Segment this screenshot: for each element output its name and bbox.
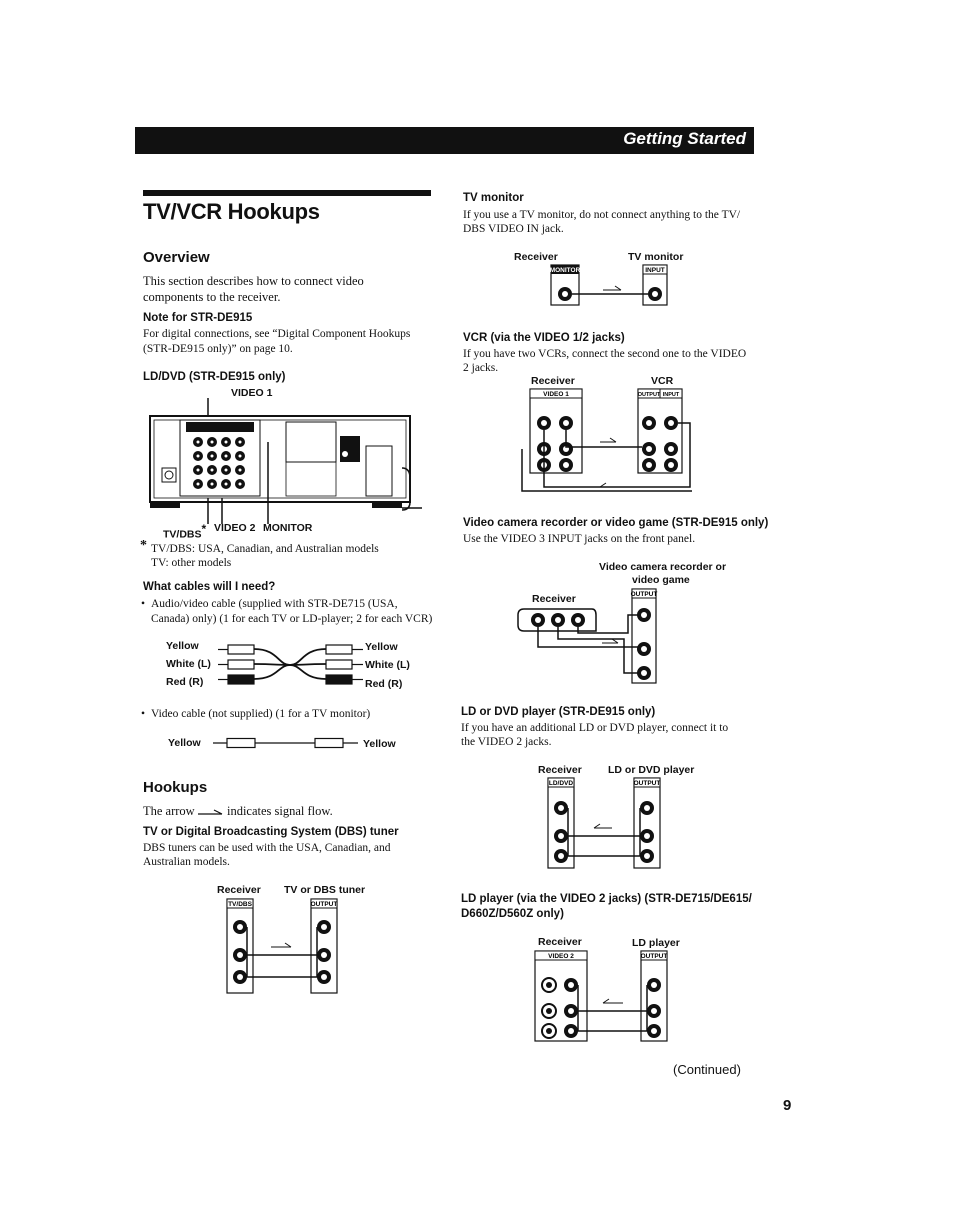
camera-receiver-label: Receiver	[532, 593, 576, 605]
tv-monitor-receiver-label: Receiver	[514, 251, 558, 263]
cable-left-red: Red (R)	[166, 676, 204, 688]
ld-dvd-connection-diagram	[546, 776, 666, 872]
camera-device-label-2: video game	[632, 574, 690, 586]
ld-dvd-receiver-label: Receiver	[538, 764, 582, 776]
tv-monitor-line-2: DBS VIDEO IN jack.	[463, 223, 564, 235]
section-title: Getting Started	[623, 129, 746, 148]
tv-dbs-recv-box-label: TV/DBS	[228, 901, 252, 908]
vcr-device-label: VCR	[651, 375, 674, 387]
cable-left-yellow: Yellow	[166, 640, 199, 652]
footnote-mark: *	[140, 538, 147, 553]
ld-player-device-label: LD player	[632, 937, 680, 949]
ld-dvd-line-2: the VIDEO 2 jacks.	[461, 736, 552, 748]
ld-player-dev-box-label: OUTPUT	[640, 953, 668, 960]
ld-dvd-recv-box-label: LD/DVD	[548, 780, 574, 787]
hookups-heading: Hookups	[143, 779, 208, 796]
footnote-line-2: TV: other models	[151, 557, 232, 569]
tv-monitor-device-label: TV monitor	[628, 251, 684, 263]
tv-monitor-line-1: If you use a TV monitor, do not connect anything to the TV/	[463, 209, 741, 221]
vcr-receiver-label: Receiver	[531, 375, 575, 387]
tv-dbs-heading: TV or Digital Broadcasting System (DBS) tuner	[143, 826, 399, 838]
camera-connection-diagram	[484, 587, 684, 687]
tv-dbs-line-1: DBS tuners can be used with the USA, Canadian, and	[143, 842, 391, 854]
page-number: 9	[783, 1097, 792, 1114]
video-cable-illustration	[213, 737, 358, 749]
rear-panel-diagram	[140, 398, 420, 528]
tv-monitor-connection-diagram	[549, 263, 669, 309]
ld-player-recv-box-label: VIDEO 2	[548, 953, 574, 960]
note-line-2: (STR-DE915 only)” on page 10.	[143, 343, 293, 355]
rear-panel-heading: LD/DVD (STR-DE915 only)	[143, 371, 286, 383]
arrow-note	[143, 803, 333, 819]
ld-player-heading-2: D660Z/D560Z only)	[461, 908, 564, 920]
cable-right-white: White (L)	[365, 659, 410, 671]
tv-dbs-line-2: Australian models.	[143, 856, 230, 868]
signal-arrow-icon	[198, 808, 224, 816]
vcr-line-1: If you have two VCRs, connect the second one to the VIDEO	[463, 348, 747, 360]
cable-right-yellow: Yellow	[365, 641, 398, 653]
vcr-out-box-label: OUTPUT	[637, 392, 661, 398]
av-cable-illustration	[218, 643, 363, 689]
video-cable-left-yellow: Yellow	[168, 737, 201, 749]
monitor-label: MONITOR	[263, 522, 313, 534]
video2-label: VIDEO 2	[214, 522, 256, 534]
ld-dvd-dev-box-label: OUTPUT	[633, 780, 661, 787]
camera-heading: Video camera recorder or video game (STR-DE915 only)	[463, 517, 769, 529]
av-cable-line-1: Audio/video cable (supplied with STR-DE715 (USA,	[151, 598, 398, 610]
cables-heading: What cables will I need?	[143, 581, 276, 593]
av-bullet: •	[141, 598, 146, 610]
camera-device-label-1: Video camera recorder or	[599, 561, 727, 573]
video-cable-bullet: •	[141, 708, 146, 720]
camera-line-1: Use the VIDEO 3 INPUT jacks on the front panel.	[463, 533, 696, 545]
vcr-heading: VCR (via the VIDEO 1/2 jacks)	[463, 332, 625, 344]
av-cable-line-2: Canada) only) (1 for each TV or LD-player; 2 for each VCR)	[151, 613, 433, 625]
camera-dev-box-label: OUTPUT	[630, 591, 658, 598]
tvdbs-text: TV/DBS	[163, 528, 202, 541]
tv-dbs-connection-diagram	[225, 897, 355, 997]
ld-player-receiver-label: Receiver	[538, 936, 582, 948]
tv-dbs-receiver-label: Receiver	[217, 884, 261, 896]
title-rule	[143, 190, 431, 196]
tvdbs-label	[163, 522, 206, 541]
tv-monitor-recv-box-label: MONITOR	[549, 267, 581, 274]
video-cable-right-yellow: Yellow	[363, 738, 396, 750]
section-header-band	[135, 127, 754, 154]
overview-intro-2: components to the receiver.	[143, 290, 281, 304]
tv-monitor-heading: TV monitor	[463, 192, 524, 204]
footnote-line-1: TV/DBS: USA, Canadian, and Australian models	[151, 543, 379, 555]
cable-right-red: Red (R)	[365, 678, 403, 690]
tv-monitor-dev-box-label: INPUT	[645, 267, 665, 274]
ld-player-heading-1: LD player (via the VIDEO 2 jacks) (STR-DE715/DE615/	[461, 893, 752, 905]
arrow-note-pre: The arrow	[143, 804, 195, 818]
vcr-connection-diagram	[520, 387, 695, 495]
ld-dvd-heading: LD or DVD player (STR-DE915 only)	[461, 706, 656, 718]
tv-dbs-dev-box-label: OUTPUT	[310, 901, 338, 908]
video1-label: VIDEO 1	[231, 387, 273, 399]
video-cable-text: Video cable (not supplied) (1 for a TV monitor)	[151, 708, 371, 720]
vcr-recv-box-label: VIDEO 1	[543, 391, 569, 398]
overview-intro-1: This section describes how to connect video	[143, 274, 364, 288]
arrow-note-post: indicates signal flow.	[226, 804, 333, 818]
ld-player-connection-diagram	[531, 949, 676, 1049]
vcr-line-2: 2 jacks.	[463, 362, 499, 374]
page-title: TV/VCR Hookups	[143, 199, 320, 224]
continued-label: (Continued)	[673, 1062, 741, 1077]
tvdbs-asterisk: *	[201, 522, 207, 536]
ld-dvd-line-1: If you have an additional LD or DVD player, connect it to	[461, 722, 729, 734]
ld-dvd-device-label: LD or DVD player	[608, 764, 695, 776]
overview-heading: Overview	[143, 249, 210, 266]
cable-left-white: White (L)	[166, 658, 211, 670]
note-line-1: For digital connections, see “Digital Component Hookups	[143, 328, 411, 340]
vcr-in-box-label: INPUT	[662, 392, 680, 398]
tv-dbs-device-label: TV or DBS tuner	[284, 884, 366, 896]
note-heading: Note for STR-DE915	[143, 312, 253, 324]
